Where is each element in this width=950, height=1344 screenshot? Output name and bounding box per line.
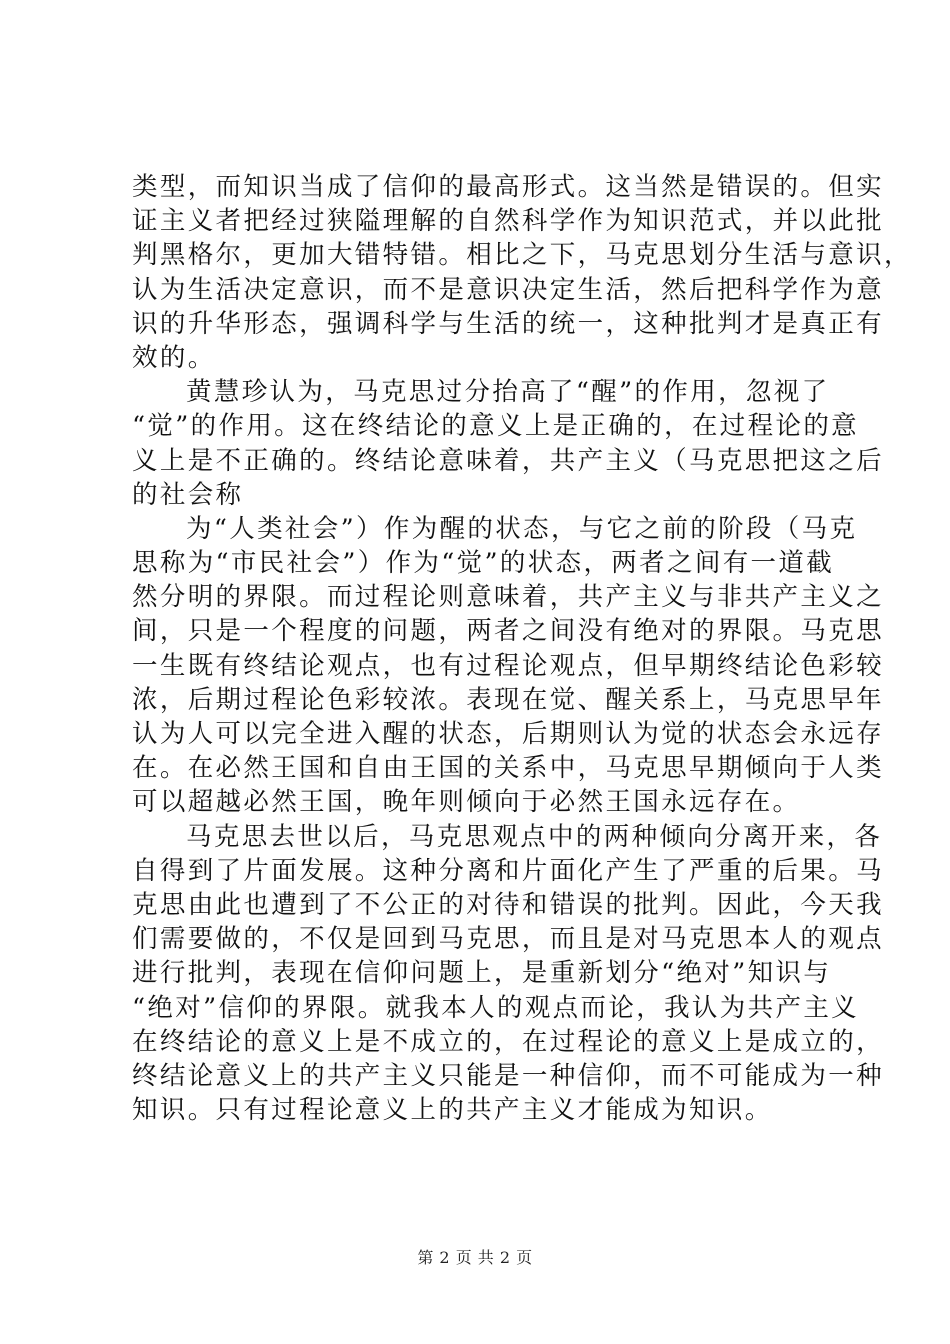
text-line: 终结论意义上的共产主义只能是一种信仰，而不可能成为一种 (132, 1060, 884, 1091)
document-body (132, 170, 912, 1127)
text-line: 们需要做的，不仅是回到马克思，而且是对马克思本人的观点 (132, 924, 884, 955)
text-line: 证主义者把经过狭隘理解的自然科学作为知识范式，并以此批 (132, 206, 884, 237)
text-line: 义上是不正确的。终结论意味着，共产主义（马克思把这之后 (132, 445, 884, 476)
text-line: 为“人类社会”）作为醒的状态，与它之前的阶段（马克 (186, 513, 858, 544)
text-line: 浓，后期过程论色彩较浓。表现在觉、醒关系上，马克思早年 (132, 684, 884, 715)
text-line: 然分明的界限。而过程论则意味着，共产主义与非共产主义之 (132, 582, 884, 613)
text-line: 思称为“市民社会”）作为“觉”的状态，两者之间有一道截 (132, 548, 835, 579)
text-line: 知识。只有过程论意义上的共产主义才能成为知识。 (132, 1095, 773, 1126)
text-line: 在。在必然王国和自由王国的关系中，马克思早期倾向于人类 (132, 753, 884, 784)
text-line: 在终结论的意义上是不成立的，在过程论的意义上是成立的， (132, 1026, 884, 1057)
text-line: 一生既有终结论观点，也有过程论观点，但早期终结论色彩较 (132, 650, 884, 681)
text-line: 认为人可以完全进入醒的状态，后期则认为觉的状态会永远存 (132, 719, 884, 749)
text-line: “觉”的作用。这在终结论的意义上是正确的，在过程论的意 (132, 411, 860, 442)
text-line: 克思由此也遭到了不公正的对待和错误的批判。因此，今天我 (132, 889, 884, 920)
text-line: 识的升华形态，强调科学与生活的统一，这种批判才是真正有 (132, 308, 884, 339)
page-number-footer: 第 2 页 共 2 页 (417, 1248, 533, 1267)
text-line: 马克思去世以后，马克思观点中的两种倾向分离开来，各 (186, 821, 883, 852)
text-line: 间，只是一个程度的问题，两者之间没有绝对的界限。马克思 (132, 616, 884, 647)
text-line: 的社会称 (132, 479, 244, 510)
text-line: 判黑格尔，更加大错特错。相比之下，马克思划分生活与意识， (132, 240, 912, 271)
text-line: 效的。 (132, 342, 216, 373)
text-line: 类型，而知识当成了信仰的最高形式。这当然是错误的。但实 (132, 172, 884, 202)
text-line: 认为生活决定意识，而不是意识决定生活，然后把科学作为意 (132, 274, 884, 305)
text-line: “绝对”信仰的界限。就我本人的观点而论，我认为共产主义 (132, 992, 860, 1023)
text-line: 进行批判，表现在信仰问题上，是重新划分“绝对”知识与 (132, 958, 832, 989)
text-line: 自得到了片面发展。这种分离和片面化产生了严重的后果。马 (132, 855, 884, 886)
text-line: 黄慧珍认为，马克思过分抬高了“醒”的作用，忽视了 (186, 377, 830, 408)
text-line: 可以超越必然王国，晚年则倾向于必然王国永远存在。 (132, 787, 801, 818)
